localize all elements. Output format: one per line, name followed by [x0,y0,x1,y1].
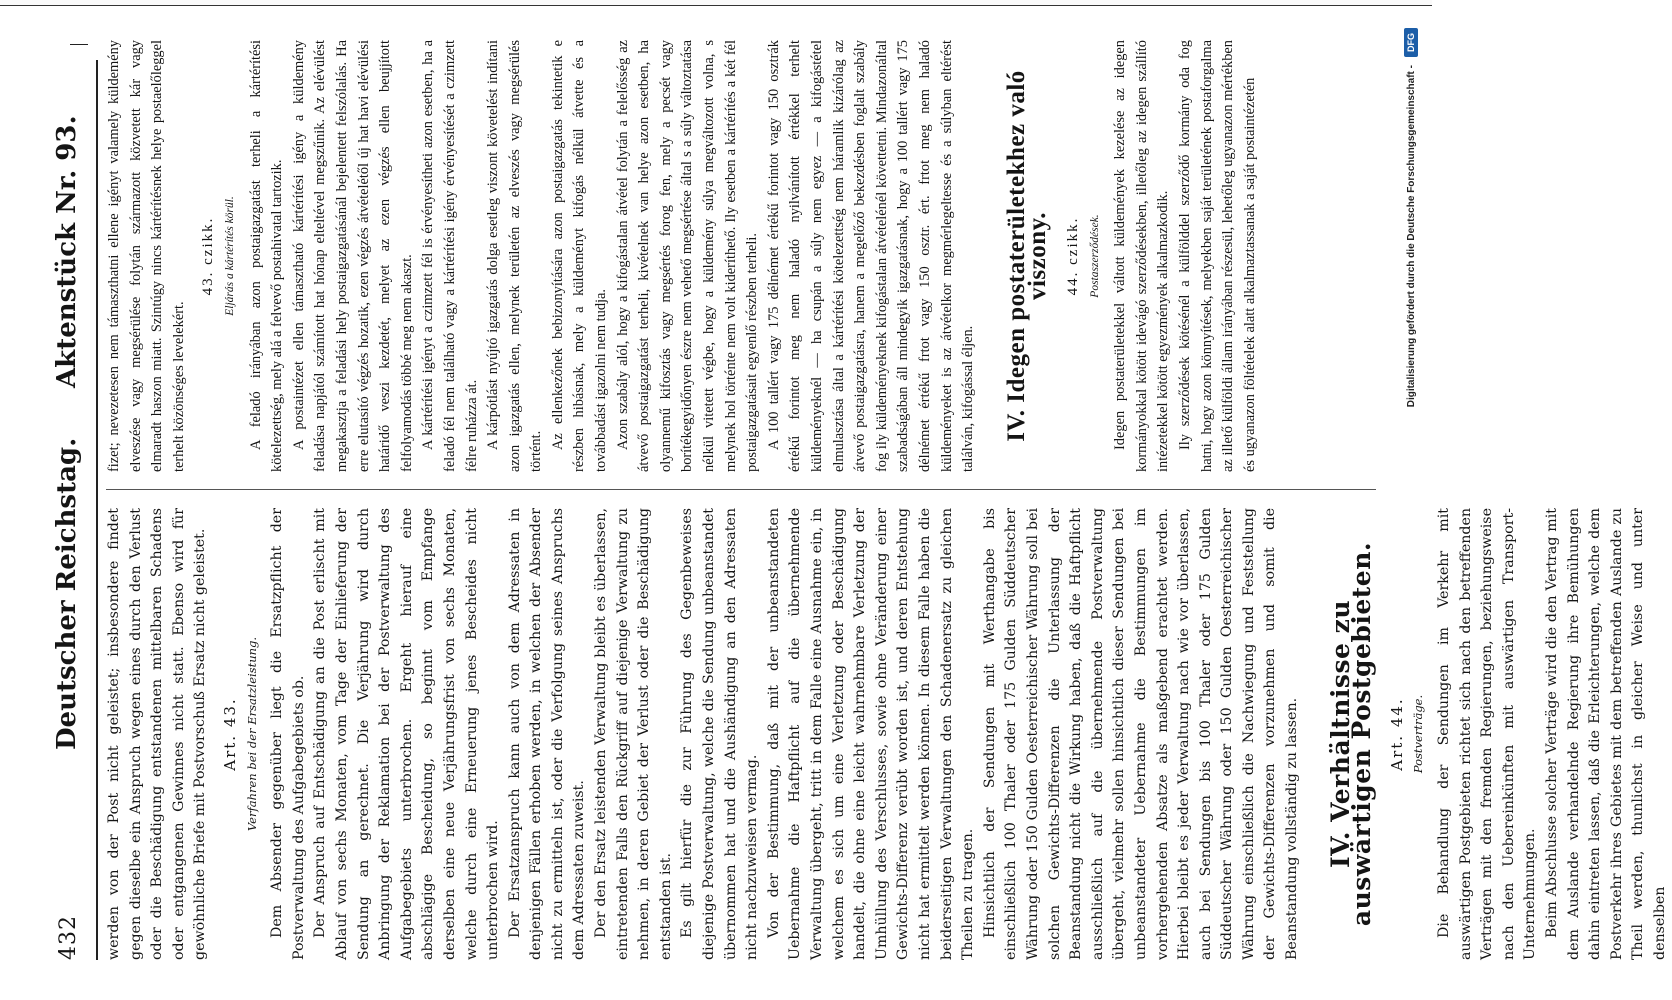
hungarian-art43-heading: 43. czikk. [200,216,217,296]
hungarian-art44-subtitle: Postaszerződések. [1088,214,1101,298]
digitization-footer [1404,0,1428,1000]
header-right-title: Aktenstück Nr. 93. [52,115,82,388]
hungarian-art43-paragraph: A 100 tallért vagy 175 délnémet értékű forintot vagy 150 osztrák értékű forintot meg nem haladó nyilvánított értékkel terhelt küldeményeknél — ha csupán a súly nem egyez — a kifogástétel elmulasztása által a kártérítési kötelezettség nem háramlik kizárólag az átvevő postaigazgatásra, hanem a megelőző bekezdésben foglalt szabály fog ily küldeményeknek kifogástalan átvételénél követtetni. Mindazonáltal szabadságában áll mindegyik igazgatásnak, hogy a 100 tallért vagy 175 délnémet értékű frtot vagy 150 osztr. ért. frtot meg nem haladó küldeményeket is az átvételkor megmérlegeltesse és a súlyban eltérést találván, kifogással éljen. [765,40,977,472]
german-art44-heading: Art. 44. [1387,697,1406,771]
german-art43-paragraph: Der Ersatzanspruch kann auch von dem Adressaten in denjenigen Fällen erhoben werden, in welchen der Absender nicht zu ermitteln ist, oder die Verfolgung seines Anspruchs dem Adressaten zuweist. [506,508,588,960]
german-art43-paragraph: Es gilt hierfür die zur Führung des Gegenbeweises diejenige Postverwaltung, welche die Sendung unbeanstandet übernommen hat und die Aushändigung an den Adressaten nicht nachzuweisen vermag. [679,508,761,960]
hungarian-art43-paragraph: A postaintézet ellen támasztható kártérítési igény a küldemény feladása napjától számított hat hónap elteltével megszűnik. Az elévülést megakasztja a feladási hely postaigazgatásánál bejelentett felszólalás. Ha erre elutasító végzés hozatik, ezen végzés átvételétől új hat havi elévülési határidő veszi kezdetét, melyet az ezen végzés ellen beujjított felfolyamodás többé meg nem akaszt. [290,40,415,472]
german-art43-paragraph: Von der Bestimmung, daß mit der unbeanstandeten Uebernahme die Haftpflicht auf die übernehmende Verwaltung übergeht, tritt in dem Falle eine Ausnahme ein, in welchem es sich um eine Verletzung oder Beschädigung handelt, die ohne eine leicht wahrnehmbare Verletzung der Umhüllung des Verschlusses, sowie ohne Veränderung einer Gewichts-Differenz verübt worden ist, und deren Entstehung nicht hat ermittelt werden können. In diesem Falle haben die beiderseitigen Verwaltungen den Schadenersatz zu gleichen Theilen zu tragen. [765,508,977,960]
german-art44-paragraph: Die Behandlung der Sendungen im Verkehr mit auswärtigen Postgebieten richtet sich nach den betreffenden Verträgen mit den fremden Regierungen, beziehungsweise nach den Uebereinkünften mit auswärtigen Transport-Unternehmungen. [1436,508,1539,960]
german-art44-subtitle: Postverträge. [1411,694,1426,774]
german-art44-paragraph: Beim Abschlusse solcher Verträge wird die den Vertrag mit dem Auslande verhandelnde Regierung ihre Bemühungen dahin eintreten lassen, daß die Erleichterungen, welche dem Postverkehr ihres Gebietes mit dem betreffenden Auslande zu Theil werden, thunlichst in gleicher Weise und unter denselben [1544,508,1668,960]
hungarian-art43-paragraph: A feladó irányában azon postaigazgatást terheli a kártérítési kötelezettség, mely alá a felvevő postahivatal tartozik. [247,40,286,472]
german-art43-paragraph: Hinsichtlich der Sendungen mit Werthangabe bis einschließlich 100 Thaler oder 175 Gulden Süddeutscher Währung oder 150 Gulden Oesterreichischer Währung soll bei solchen Gewichts-Differenzen die Unterlassung der Beanstandung nicht die Wirkung haben, daß die Haftpflicht ausschließlich auf die übernehmende Postverwaltung übergeht, vielmehr sollen hinsichtlich dieser Sendungen bei unbeanstandeter Uebernahme die Bestimmungen im vorhergehenden Absatze als maßgebend erachtet werden. Hierbei bleibt es jeder Verwaltung nach wie vor überlassen, auch bei Sendungen bis 100 Thaler oder 175 Gulden Süddeutscher Währung oder 150 Gulden Oesterreichischer Währung einschließlich die Nachwiegung und Feststellung der Gewichts-Differenzen vorzunehmen und somit die Beanstandung vollständig zu lassen. [981,508,1301,960]
german-art43-subtitle: Verfahren bei der Ersatzleistung. [244,636,259,832]
german-intro-paragraph: werden von der Post nicht geleistet; insbesondere findet gegen dieselbe ein Anspruch wegen eines durch den Verlust oder die Beschädigung entstandenen mittelbaren Schadens oder entgangenen Gewinnes nicht statt. Ebenso wird für gewöhnliche Briefe mit Postvorschuß Ersatz nicht geleistet. [106,508,209,960]
german-chapter-heading: IV. Verhältnisse zu auswärtigen Postgebieten. [1325,541,1377,927]
hungarian-art44-paragraph: Idegen postaterületekkel váltott küldemények kezelése az idegen kormányokkal kötött idevágó szerződésekben, illetőleg az idegen szállító intézetekkel kötött egyezmények alkalmazkodik. [1112,40,1172,472]
hungarian-art43-paragraph: A kártérítési igényt a czimzett fél is érvényesítheti azon esetben, ha a feladó fél nem található vagy a kártérítési igény érvényesítését a czimzett félre ruházza át. [420,40,480,472]
page-number: 432 [56,915,81,960]
column-divider [106,489,1376,490]
german-art43-paragraph: Dem Absender gegenüber liegt die Ersatzpflicht der Postverwaltung des Aufgabegebiets ob. [269,508,307,960]
german-art43-paragraph: Der den Ersatz leistenden Verwaltung bleibt es überlassen, eintretenden Falls den Rückgriff auf diejenige Verwaltung zu nehmen, in deren Gebiet der Verlust oder die Beschädigung entstanden ist. [593,508,674,960]
hungarian-intro-paragraph: fizet; nevezetesen nem támaszthatni ellene igényt valamely küldemény elveszése vagy megsérülése folytán származott közvetett kár vagy elmaradt haszon miatt. Szintúgy nincs kártérítésnek helye postaelőleggel terhelt közönséges levelekért. [106,40,187,472]
header-rule [96,60,98,960]
hungarian-art43-paragraph: Az ellenkezőnek bebizonyítására azon postaigazgatás tekintetik e részben hibásnak, mely a küldeményt kifogás nélkül átvette és a továbbadást igazolni nem tudja. [549,40,610,472]
hungarian-column [104,40,1394,472]
digitization-note: Digitalisierung gefördert durch die Deutsche Forschungsgemeinschaft - [1405,65,1417,408]
german-art43-paragraph: Der Anspruch auf Entschädigung an die Post erlischt mit Ablauf von sechs Monaten, vom Tage der Einlieferung der Sendung an gerechnet. Die Verjährung wird durch Anbringung der Reklamation bei der Postverwaltung des Aufgabegebiets unterbrochen. Ergeht hierauf eine abschlägige Bescheidung, so beginnt vom Empfange derselben eine neue Verjährungsfrist von sechs Monaten, welche durch eine Erneuerung jenes Bescheides nicht unterbrochen wird. [312,508,502,960]
hungarian-art43-paragraph: A kárpótlást nyújtó igazgatás dolga esetleg viszont követelést indítani azon igazgatás ellen, melynek területén az elveszés vagy megsérülés történt. [485,40,545,472]
margin-mark [70,44,88,45]
hungarian-art43-subtitle: Eljárás a kártérítés körül. [223,196,236,316]
hungarian-art44-heading: 44. czikk. [1064,216,1081,296]
hungarian-chapter-heading: IV. Idegen postaterületekhez való viszony. [1002,70,1052,442]
page-edge [0,0,1432,6]
german-column [104,508,1668,960]
running-header [0,0,46,1000]
hungarian-art44-paragraph: Ily szerződések kötésénél a külfölddel szerződő kormány oda fog hatni, hogy azon könnyítések, melyekben saját területének postaforgalma az illető külföldi állam irányában részesül, lehetőleg ugyanazon mértékben és ugyanazon föltételek alatt alkalmaztassanak a saját postaintézetén [1176,40,1258,472]
header-left-title: Deutscher Reichstag. [52,437,82,750]
hungarian-art43-paragraph: Azon szabály alól, hogy a kifogástalan átvétel folytán a felelősség az átvevő postaigazgatást terheli, kivételnek van helye azon esetben, ha olyannemű kifosztás vagy megsértés forog fen, mely a pecsét vagy borítékegyidőnyen észre nem vehető megsértése által s a súly változtatása nélkül vitetett végbe, hogy a küldemény súlya megváltozott volna, s melynek hol történte nem volt kideríthető. Ily esetben a kártérítés a két fél postaigazgatásait egyenlő részben terheli. [614,40,761,472]
dfg-logo: DFG [1404,28,1418,57]
german-art43-heading: Art. 43. [220,697,239,771]
